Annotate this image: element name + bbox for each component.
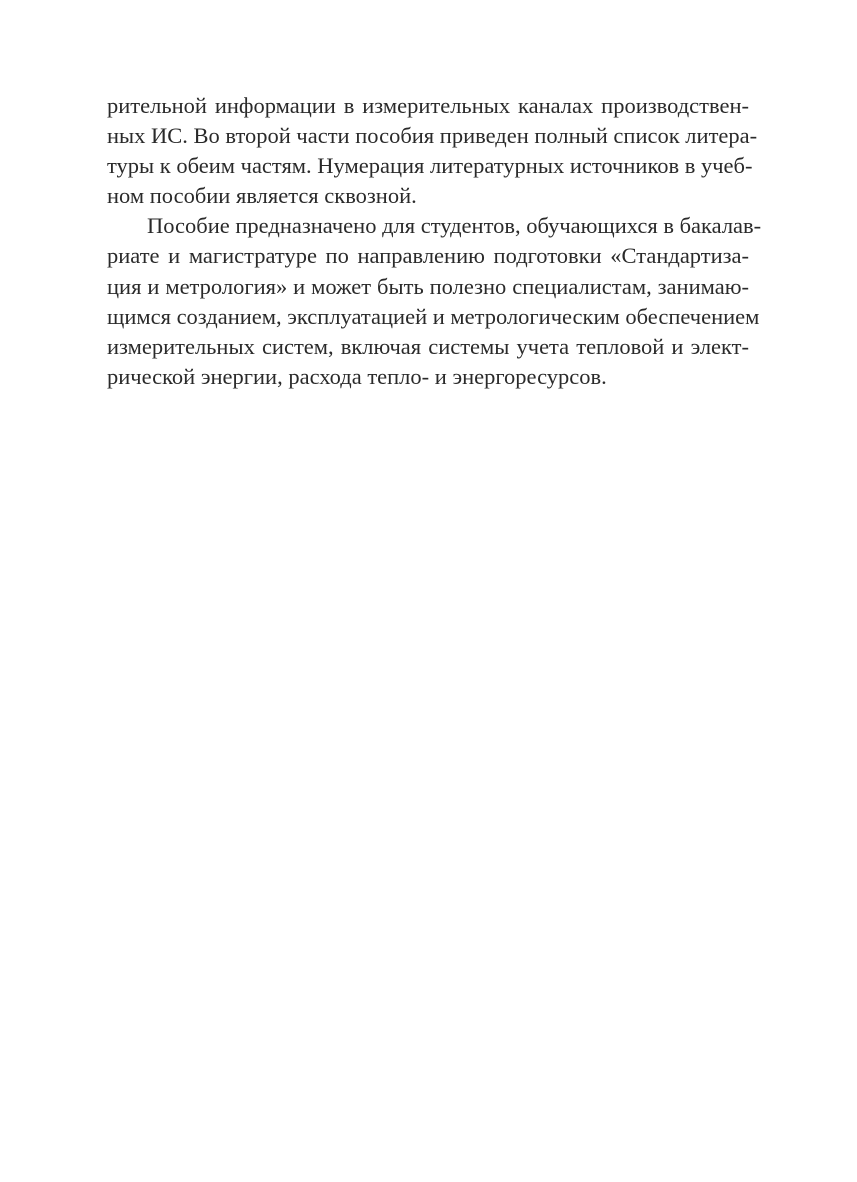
body-text (107, 91, 762, 392)
text-line: ном пособии является сквозной. (107, 183, 417, 209)
text-line: ных ИС. Во второй части пособия приведен полный список литера- (107, 123, 758, 149)
paragraph-1 (107, 91, 758, 211)
text-line: туры к обеим частям. Нумерация литературных источников в учеб- (107, 153, 753, 179)
text-line: ция и метрология» и может быть полезно специалистам, занимаю- (107, 273, 749, 299)
text-line: рительной информации в измерительных каналах производствен- (107, 93, 749, 118)
text-line: риате и магистратуре по направлению подготовки «Стандартиза- (107, 243, 749, 269)
paragraph-2 (107, 211, 762, 392)
text-line: щимся созданием, эксплуатацией и метрологическим обеспечением (107, 303, 760, 329)
text-line: Пособие предназначено для студентов, обучающихся в бакалав- (147, 213, 762, 239)
text-line: измерительных систем, включая системы учета тепловой и элект- (107, 333, 749, 359)
text-line: рической энергии, расхода тепло- и энергоресурсов. (107, 363, 607, 389)
